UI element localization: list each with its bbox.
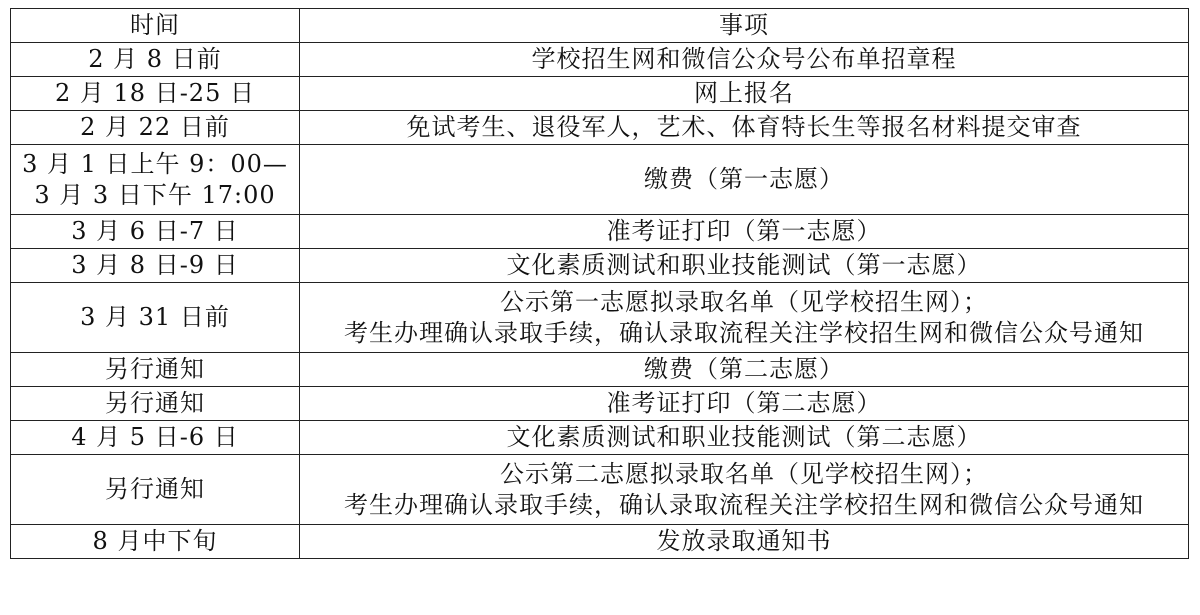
time-cell bbox=[11, 421, 300, 455]
item-cell bbox=[300, 145, 1189, 215]
item-cell bbox=[300, 249, 1189, 283]
time-cell bbox=[11, 77, 300, 111]
item-cell bbox=[300, 111, 1189, 145]
item-cell bbox=[300, 387, 1189, 421]
table-row bbox=[11, 387, 1189, 421]
table-row bbox=[11, 455, 1189, 525]
table-row bbox=[11, 77, 1189, 111]
schedule-table-container bbox=[10, 8, 1188, 559]
item-text: 学校招生网和微信公众号公布单招章程 bbox=[531, 45, 957, 73]
item-text-line-1: 公示第二志愿拟录取名单（见学校招生网）； bbox=[500, 459, 988, 488]
enrollment-schedule-table bbox=[10, 8, 1189, 559]
item-text: 缴费（第一志愿） bbox=[644, 165, 844, 193]
time-text: 2 月 8 日前 bbox=[88, 45, 222, 73]
item-cell bbox=[300, 353, 1189, 387]
table-row bbox=[11, 421, 1189, 455]
item-text: 准考证打印（第二志愿） bbox=[606, 389, 882, 417]
time-text: 另行通知 bbox=[105, 355, 205, 383]
item-cell bbox=[300, 77, 1189, 111]
table-row bbox=[11, 215, 1189, 249]
item-text: 缴费（第二志愿） bbox=[644, 355, 844, 383]
time-cell bbox=[11, 111, 300, 145]
time-text-line-1: 3 月 1 日上午 9：00— bbox=[22, 149, 288, 178]
table-row bbox=[11, 353, 1189, 387]
time-text: 8 月中下旬 bbox=[92, 527, 218, 555]
time-cell bbox=[11, 387, 300, 421]
item-text: 免试考生、退役军人，艺术、体育特长生等报名材料提交审查 bbox=[406, 113, 1082, 141]
item-cell bbox=[300, 455, 1189, 525]
table-row bbox=[11, 283, 1189, 353]
time-cell bbox=[11, 353, 300, 387]
time-text-line-2: 3 月 3 日下午 17:00 bbox=[34, 180, 276, 209]
item-text: 发放录取通知书 bbox=[656, 527, 832, 555]
time-cell bbox=[11, 249, 300, 283]
header-row bbox=[11, 9, 1189, 43]
time-cell bbox=[11, 43, 300, 77]
header-time: 时间 bbox=[11, 9, 300, 43]
item-cell bbox=[300, 421, 1189, 455]
time-cell bbox=[11, 215, 300, 249]
item-text-line-2: 考生办理确认录取手续，确认录取流程关注学校招生网和微信公众号通知 bbox=[344, 318, 1144, 347]
table-row bbox=[11, 249, 1189, 283]
item-cell bbox=[300, 43, 1189, 77]
time-text: 另行通知 bbox=[105, 389, 205, 417]
item-text: 文化素质测试和职业技能测试（第一志愿） bbox=[506, 251, 982, 279]
table-row bbox=[11, 525, 1189, 559]
item-text: 网上报名 bbox=[694, 79, 794, 107]
item-cell bbox=[300, 525, 1189, 559]
time-text: 3 月 6 日-7 日 bbox=[71, 217, 239, 245]
time-cell bbox=[11, 525, 300, 559]
item-cell bbox=[300, 283, 1189, 353]
time-text: 另行通知 bbox=[105, 475, 205, 503]
time-cell bbox=[11, 283, 300, 353]
header-item: 事项 bbox=[300, 9, 1189, 43]
item-text-line-1: 公示第一志愿拟录取名单（见学校招生网）； bbox=[500, 287, 988, 316]
item-cell bbox=[300, 215, 1189, 249]
table-row bbox=[11, 43, 1189, 77]
time-text: 2 月 22 日前 bbox=[80, 113, 230, 141]
time-text: 4 月 5 日-6 日 bbox=[71, 423, 239, 451]
item-text-line-2: 考生办理确认录取手续，确认录取流程关注学校招生网和微信公众号通知 bbox=[344, 490, 1144, 519]
table-row bbox=[11, 111, 1189, 145]
time-text: 3 月 8 日-9 日 bbox=[71, 251, 239, 279]
time-cell bbox=[11, 145, 300, 215]
table-row bbox=[11, 145, 1189, 215]
item-text: 文化素质测试和职业技能测试（第二志愿） bbox=[506, 423, 982, 451]
item-text: 准考证打印（第一志愿） bbox=[606, 217, 882, 245]
time-text: 3 月 31 日前 bbox=[80, 303, 230, 331]
time-text: 2 月 18 日-25 日 bbox=[55, 79, 255, 107]
time-cell bbox=[11, 455, 300, 525]
